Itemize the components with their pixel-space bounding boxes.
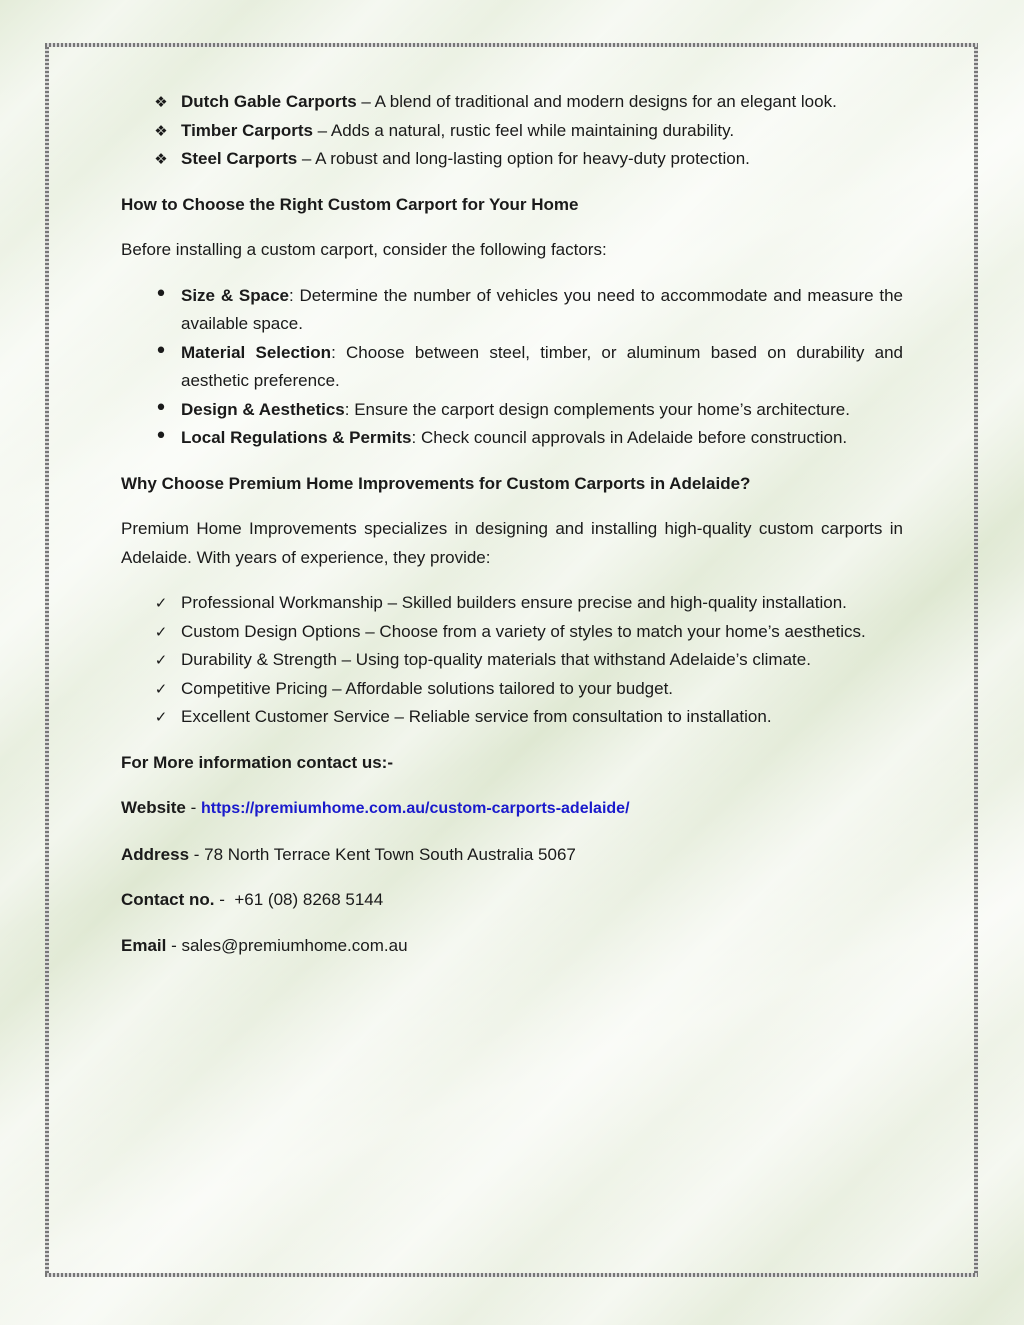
list-item: ❖ Timber Carports – Adds a natural, rustic feel while maintaining durability. [121,117,903,146]
list-item: ✓ Durability & Strength – Using top-quality materials that withstand Adelaide’s climate. [121,646,903,675]
list-item: ❖ Steel Carports – A robust and long-lasting option for heavy-duty protection. [121,145,903,174]
email-line: Email - sales@premiumhome.com.au [121,935,408,955]
list-item: • Local Regulations & Permits: Check council approvals in Adelaide before construction. [121,424,903,453]
list-item: • Size & Space: Determine the number of vehicles you need to accommodate and measure the available space. [121,282,903,339]
factors-list [121,282,903,453]
contact-heading: For More information contact us:- [121,752,393,772]
bullet-icon: • [154,395,168,421]
checkmark-icon: ✓ [154,622,168,641]
diamond-bullet-icon: ❖ [154,121,168,140]
benefits-list [121,589,903,732]
list-item: • Material Selection: Choose between steel, timber, or aluminum based on durability and aesthetic preference. [121,339,903,396]
list-item: ✓ Excellent Customer Service – Reliable service from consultation to installation. [121,703,903,732]
section-heading: Why Choose Premium Home Improvements for Custom Carports in Adelaide? [121,473,751,493]
section-heading: How to Choose the Right Custom Carport for Your Home [121,194,579,214]
list-item: • Design & Aesthetics: Ensure the carport design complements your home’s architecture. [121,396,903,425]
checkmark-icon: ✓ [154,594,168,612]
list-item: ✓ Custom Design Options – Choose from a variety of styles to match your home’s aesthetics. [121,618,903,647]
diamond-bullet-icon: ❖ [154,150,168,168]
diamond-bullet-icon: ❖ [154,93,168,111]
checkmark-icon: ✓ [154,679,168,698]
list-item: ✓ Competitive Pricing – Affordable solutions tailored to your budget. [121,675,903,704]
paragraph: Premium Home Improvements specializes in designing and installing high-quality custom carports in Adelaide. With years of experience, they provide: [121,519,903,567]
paragraph: Before installing a custom carport, consider the following factors: [121,240,607,259]
website-line: Website - https://premiumhome.com.au/custom-carports-adelaide/ [121,798,630,817]
carport-types-list [121,88,903,174]
document-body [121,88,903,977]
bullet-icon: • [154,338,168,364]
list-item: ❖ Dutch Gable Carports – A blend of traditional and modern designs for an elegant look. [121,88,903,117]
checkmark-icon: ✓ [154,651,168,669]
list-item: ✓ Professional Workmanship – Skilled builders ensure precise and high-quality installation. [121,589,903,618]
checkmark-icon: ✓ [154,708,168,726]
website-link[interactable]: https://premiumhome.com.au/custom-carports-adelaide/ [200,800,630,817]
phone-line: Contact no. - +61 (08) 8268 5144 [121,890,384,909]
address-line: Address - 78 North Terrace Kent Town South Australia 5067 [121,844,576,864]
bullet-icon: • [154,424,168,449]
bullet-icon: • [154,281,168,307]
